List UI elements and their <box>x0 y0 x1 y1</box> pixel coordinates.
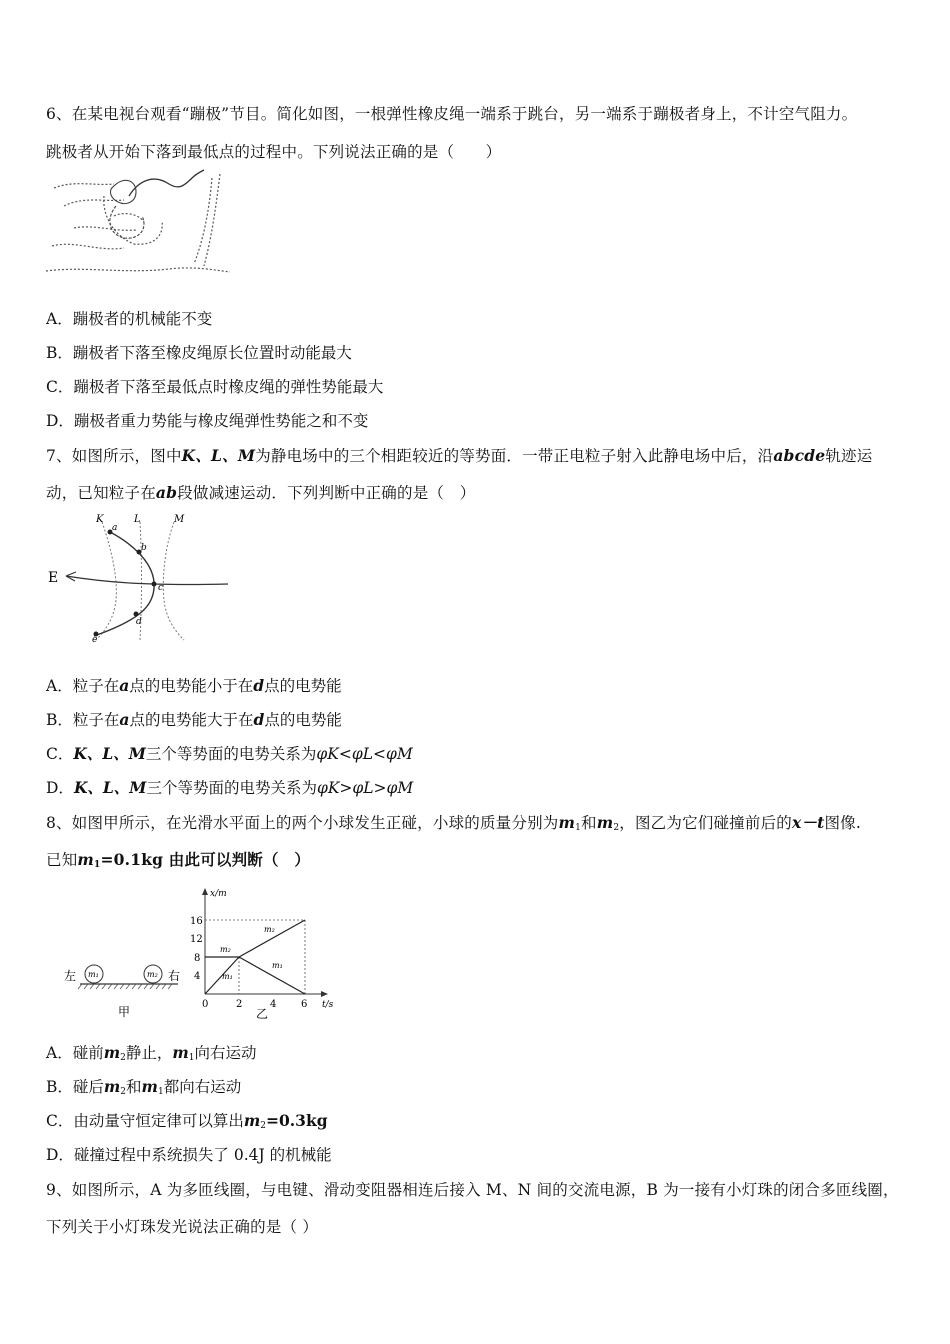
q6-bungee-figure <box>44 166 234 278</box>
label-b: b <box>141 543 147 553</box>
q7-equipotential-figure <box>44 510 234 645</box>
q6-stem-line1: 6、在某电视台观看“蹦极”节目。简化如图，一根弹性橡皮绳一端系于跳台，另一端系于蹦极者身上，不计空气阻力。 <box>46 105 858 123</box>
q7-stem-line2: 动，已知粒子在ab段做减速运动．下列判断中正确的是（ ） <box>46 483 476 502</box>
label-k: K <box>96 514 104 525</box>
q6-option-d[interactable]: D．蹦极者重力势能与橡皮绳弹性势能之和不变 <box>46 412 369 430</box>
q7-option-b[interactable]: B．粒子在a点的电势能大于在d点的电势能 <box>46 710 342 729</box>
q8-option-c[interactable]: C．由动量守恒定律可以算出m2=0.3kg <box>46 1111 328 1131</box>
q9-stem-line1: 9、如图所示，A 为多匝线圈，与电键、滑动变阻器相连后接入 M、N 间的交流电源，B 为一接有小灯珠的闭合多匝线圈， <box>46 1181 899 1199</box>
label-yi: 乙 <box>256 1007 269 1021</box>
surface-m <box>163 522 184 640</box>
point-d <box>134 612 139 617</box>
q8-option-d[interactable]: D．碰撞过程中系统损失了 0.4J 的机械能 <box>46 1146 332 1164</box>
label-right: 右 <box>168 969 181 983</box>
ytick-16: 16 <box>190 916 203 927</box>
svg-text:m₁: m₁ <box>222 972 233 981</box>
label-d: d <box>136 617 142 627</box>
q8-stem-line2: 已知m1=0.1kg 由此可以判断（ ） <box>46 850 311 870</box>
label-e-field: E <box>48 570 59 586</box>
q7-stem-line1: 7、如图所示，图中K、L、M为静电场中的三个相距较近的等势面．一带正电粒子射入此静电场中后，沿abcde轨迹运 <box>46 446 873 465</box>
label-jia: 甲 <box>118 1005 131 1019</box>
svg-text:m₁: m₁ <box>88 970 99 979</box>
xtick-6: 6 <box>301 999 308 1010</box>
q9-stem-line2: 下列关于小灯珠发光说法正确的是（ ） <box>46 1218 319 1236</box>
ytick-12: 12 <box>190 934 203 945</box>
q8-option-a[interactable]: A．碰前m2静止，m1向右运动 <box>46 1043 257 1063</box>
label-a: a <box>112 523 118 533</box>
q8-collision-figure <box>60 876 350 1024</box>
label-e-point: e <box>92 635 98 645</box>
xtick-0: 0 <box>202 999 209 1010</box>
q6-option-b[interactable]: B．蹦极者下落至橡皮绳原长位置时动能最大 <box>46 344 352 362</box>
q8-stem-line1: 8、如图甲所示，在光滑水平面上的两个小球发生正碰，小球的质量分别为m1和m2，图乙为它们碰撞前后的x－t图像. <box>46 813 862 833</box>
svg-text:m₁: m₁ <box>272 961 283 970</box>
label-l: L <box>134 514 141 525</box>
q7-option-c[interactable]: C．K、L、M三个等势面的电势关系为φK<φL<φM <box>46 744 413 763</box>
q8-option-b[interactable]: B．碰后m2和m1都向右运动 <box>46 1077 242 1097</box>
xtick-2: 2 <box>236 999 243 1010</box>
ytick-8: 8 <box>194 953 201 964</box>
label-m: M <box>174 514 185 525</box>
axis-label-x-m: x/m <box>210 889 227 899</box>
axis-label-t-s: t/s <box>322 1000 334 1010</box>
q7-option-d[interactable]: D．K、L、M三个等势面的电势关系为φK>φL>φM <box>46 778 414 797</box>
ytick-4: 4 <box>194 971 201 982</box>
q6-option-c[interactable]: C．蹦极者下落至最低点时橡皮绳的弹性势能最大 <box>46 378 384 396</box>
svg-text:m₂: m₂ <box>147 970 158 979</box>
label-left: 左 <box>64 969 77 983</box>
label-c: c <box>158 583 164 593</box>
q7-option-a[interactable]: A．粒子在a点的电势能小于在d点的电势能 <box>46 676 342 695</box>
q6-stem-line2: 跳极者从开始下落到最低点的过程中。下列说法正确的是（ ） <box>46 143 502 161</box>
q6-option-a[interactable]: A．蹦极者的机械能不变 <box>46 310 213 328</box>
xtick-4: 4 <box>270 999 277 1010</box>
point-c <box>152 582 157 587</box>
field-line <box>66 576 228 585</box>
svg-text:m₂: m₂ <box>264 925 275 934</box>
svg-text:m₂: m₂ <box>220 945 231 954</box>
